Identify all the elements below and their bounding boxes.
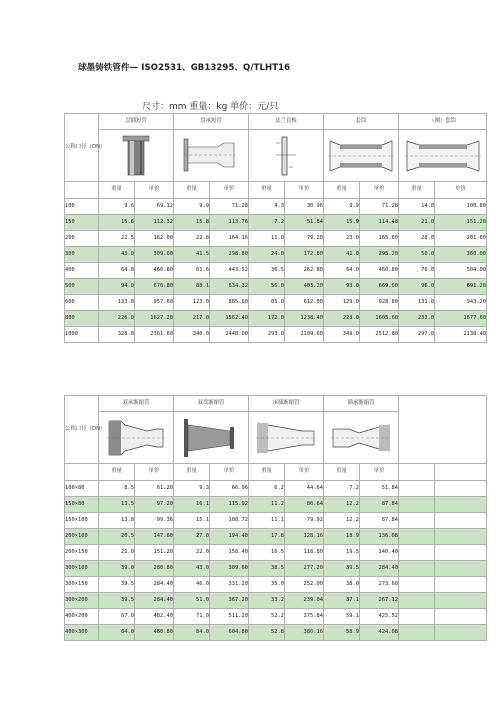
weight-cell: 35.0 [249,577,285,593]
weight-cell: 7.2 [249,215,285,231]
price-cell: 604.80 [210,625,249,641]
weight-cell: 14.0 [399,199,435,215]
table-row [65,561,487,577]
weight-cell: 58.9 [324,625,360,641]
price-cell: 114.48 [360,215,399,231]
weight-cell [399,593,435,609]
weight-cell: 33.2 [249,593,285,609]
dn-cell: 150 [65,215,99,231]
price-cell: 194.40 [210,529,249,545]
weight-cell: 131.0 [399,295,435,311]
price-cell [435,481,487,497]
header-blank [399,396,487,464]
weight-cell: 11.1 [249,513,285,529]
price-cell: 151.20 [435,215,487,231]
price-cell: 267.12 [360,593,399,609]
table-row [65,593,487,609]
price-cell: 1238.40 [285,311,324,327]
price-cell: 669.60 [360,279,399,295]
weight-cell: 123.0 [174,295,210,311]
weight-cell: 52.8 [249,625,285,641]
table-row [65,481,487,497]
price-cell: 51.84 [285,215,324,231]
price-cell: 284.40 [135,593,174,609]
price-cell: 460.80 [360,263,399,279]
sub-header: 单价 [360,182,399,199]
weight-cell: 18.9 [324,529,360,545]
price-cell: 158.40 [210,545,249,561]
price-cell [435,545,487,561]
price-cell: 928.80 [360,295,399,311]
sub-header-blank [65,182,99,199]
sub-header: 单价 [210,182,249,199]
weight-cell: 36.5 [249,263,285,279]
sub-header: 单价 [360,464,399,481]
weight-cell: 96.0 [399,279,435,295]
price-cell [435,497,487,513]
price-cell: 676.80 [135,279,174,295]
price-cell: 115.92 [210,497,249,513]
table-row [65,625,487,641]
table-row [65,497,487,513]
table-row [65,199,487,215]
weight-cell: 293.0 [249,327,285,343]
weight-cell: 16.1 [174,497,210,513]
weight-cell: 15.1 [174,513,210,529]
table-row [65,263,487,279]
price-cell: 79.92 [285,513,324,529]
weight-cell: 43.0 [174,561,210,577]
dn-cell: 300×150 [65,577,99,593]
weight-cell: 64.0 [99,263,135,279]
dn-cell: 600 [65,295,99,311]
weight-cell [399,513,435,529]
weight-cell: 51.0 [174,593,210,609]
weight-cell: 15.8 [174,215,210,231]
dn-cell: 200×150 [65,545,99,561]
price-cell: 309.60 [210,561,249,577]
weight-cell: 71.0 [174,609,210,625]
sub-header: 单价 [435,182,487,199]
dn-cell: 800 [65,311,99,327]
weight-cell: 17.8 [249,529,285,545]
page-subtitle: 尺寸：mm 重量：kg 单价：元/只 [142,102,279,112]
price-cell: 136.08 [360,529,399,545]
price-cell [435,577,487,593]
dn-header-1: 公称口径（DN） [65,114,99,182]
weight-cell: 43.0 [99,247,135,263]
price-cell: 172.80 [285,247,324,263]
price-cell: 201.60 [435,231,487,247]
price-cell: 112.32 [135,215,174,231]
header-socket-spigot-reducer: 承插渐缩管 [249,396,324,412]
dn-cell: 150×80 [65,497,99,513]
double-flange-reducer-icon [174,412,249,464]
dn-cell: 400×200 [65,609,99,625]
dn-cell: 300×200 [65,593,99,609]
weight-cell: 20.5 [99,529,135,545]
price-cell: 71.28 [210,199,249,215]
header-spigot-socket-reducer: 插承渐缩管 [324,396,399,412]
price-cell: 44.64 [285,481,324,497]
weight-cell: 21.0 [99,545,135,561]
price-cell: 108.72 [210,513,249,529]
weight-cell: 11.2 [249,497,285,513]
price-cell: 367.20 [210,593,249,609]
price-cell: 691.20 [435,279,487,295]
table-row [65,247,487,263]
price-cell: 280.80 [135,561,174,577]
dn-cell: 400 [65,263,99,279]
table-row [65,327,487,343]
price-cell [435,609,487,625]
header-rigid-sleeve: （刚）套筒 [399,114,487,130]
price-cell [435,561,487,577]
price-cell: 2448.00 [210,327,249,343]
sub-header-blank [65,464,99,481]
price-cell: 140.40 [360,545,399,561]
weight-cell: 12.2 [324,513,360,529]
sub-header: 单价 [285,464,324,481]
price-cell: 443.52 [210,263,249,279]
weight-cell: 297.0 [399,327,435,343]
price-cell: 273.60 [360,577,399,593]
fittings-table-1 [64,113,487,343]
sub-header: 重量 [249,182,285,199]
price-cell: 424.08 [360,625,399,641]
weight-cell: 41.0 [324,247,360,263]
price-cell: 1562.40 [210,311,249,327]
header-flange-spigot: 盘插短管 [99,114,174,130]
price-cell [435,529,487,545]
price-cell: 380.16 [285,625,324,641]
weight-cell: 88.1 [174,279,210,295]
table-row [65,577,487,593]
price-cell: 957.60 [135,295,174,311]
dn-cell: 300 [65,247,99,263]
weight-cell: 64.0 [99,625,135,641]
weight-cell: 52.2 [249,609,285,625]
price-cell: 460.80 [135,625,174,641]
table-row [65,215,487,231]
price-cell: 30.96 [285,199,324,215]
weight-cell: 11.0 [249,231,285,247]
weight-cell: 70.0 [399,263,435,279]
table-row [65,295,487,311]
header-flange-socket: 盘承短管 [174,114,249,130]
price-cell: 99.36 [135,513,174,529]
price-cell: 403.20 [285,279,324,295]
weight-cell [399,577,435,593]
price-cell: 2512.80 [360,327,399,343]
price-cell: 87.84 [360,513,399,529]
header-double-flange-reducer: 双盘渐缩管 [174,396,249,412]
sub-header: 重量 [324,464,360,481]
weight-cell: 226.0 [99,311,135,327]
weight-cell: 6.2 [249,481,285,497]
weight-cell: 349.0 [324,327,360,343]
weight-cell: 8.5 [99,481,135,497]
weight-cell: 64.0 [324,263,360,279]
sub-header: 单价 [135,464,174,481]
weight-cell [399,561,435,577]
price-cell: 118.80 [285,545,324,561]
page-title: 球墨铸铁管件— ISO2531、GB13295、Q/TLHT16 [78,63,291,73]
weight-cell: 56.0 [249,279,285,295]
weight-cell: 223.0 [324,311,360,327]
table-row [65,231,487,247]
weight-cell: 16.5 [249,545,285,561]
weight-cell: 133.0 [99,295,135,311]
price-cell: 61.20 [135,481,174,497]
sub-header: 单价 [285,182,324,199]
sleeve-coupling-icon [324,130,399,182]
price-cell: 262.80 [285,263,324,279]
price-cell: 511.20 [210,609,249,625]
table-row [65,513,487,529]
header-double-socket-reducer: 双承渐缩管 [99,396,174,412]
weight-cell: 94.0 [99,279,135,295]
price-cell: 284.40 [360,561,399,577]
price-cell: 482.40 [135,609,174,625]
dn-header-2: 公称口径（DN） [65,396,99,464]
price-cell: 151.20 [135,545,174,561]
weight-cell: 39.0 [99,561,135,577]
weight-cell: 9.3 [174,481,210,497]
flange-socket-pipe-icon [174,130,249,182]
weight-cell [399,609,435,625]
table-row [65,529,487,545]
double-socket-reducer-icon [99,412,174,464]
weight-cell: 38.5 [249,561,285,577]
header-sleeve: 套筒 [324,114,399,130]
weight-cell: 233.0 [399,311,435,327]
blind-flange-icon [249,130,324,182]
price-cell: 87.84 [360,497,399,513]
price-cell [435,625,487,641]
weight-cell [399,481,435,497]
weight-cell: 39.5 [324,561,360,577]
weight-cell: 9.9 [174,199,210,215]
price-cell: 162.00 [135,231,174,247]
weight-cell: 24.0 [249,247,285,263]
price-cell: 331.20 [210,577,249,593]
weight-cell: 39.5 [99,593,135,609]
table-row [65,279,487,295]
dn-cell: 200×100 [65,529,99,545]
price-cell: 1605.60 [360,311,399,327]
sub-header [435,464,487,481]
price-cell: 69.12 [135,199,174,215]
price-cell: 298.80 [210,247,249,263]
sub-header: 重量 [399,182,435,199]
weight-cell: 172.0 [249,311,285,327]
weight-cell: 15.9 [324,215,360,231]
table-row [65,545,487,561]
weight-cell: 7.2 [324,481,360,497]
header-blind-flange: 法兰盲板 [249,114,324,130]
price-cell: 634.32 [210,279,249,295]
weight-cell: 19.5 [324,545,360,561]
weight-cell: 13.8 [99,513,135,529]
weight-cell: 46.0 [174,577,210,593]
dn-cell: 200 [65,231,99,247]
weight-cell [399,529,435,545]
weight-cell: 39.5 [99,577,135,593]
weight-cell: 23.0 [324,231,360,247]
fittings-table-2 [64,395,487,641]
weight-cell: 22.5 [99,231,135,247]
price-cell: 71.28 [360,199,399,215]
price-cell: 309.60 [135,247,174,263]
sub-header: 重量 [249,464,285,481]
price-cell: 239.04 [285,593,324,609]
price-cell: 2109.60 [285,327,324,343]
table-row [65,311,487,327]
dn-cell: 150×100 [65,513,99,529]
weight-cell: 28.0 [399,231,435,247]
weight-cell: 340.0 [174,327,210,343]
weight-cell: 27.0 [174,529,210,545]
price-cell: 360.00 [435,247,487,263]
weight-cell: 4.3 [249,199,285,215]
price-cell: 164.16 [210,231,249,247]
weight-cell: 9.9 [324,199,360,215]
weight-cell: 15.6 [99,215,135,231]
weight-cell: 61.6 [174,263,210,279]
sub-header [399,464,435,481]
price-cell: 128.16 [285,529,324,545]
sub-header: 单价 [210,464,249,481]
weight-cell: 12.2 [324,497,360,513]
weight-cell: 38.0 [324,577,360,593]
weight-cell: 84.0 [174,625,210,641]
price-cell: 113.76 [210,215,249,231]
price-cell: 252.00 [285,577,324,593]
price-cell [435,593,487,609]
price-cell: 2361.60 [135,327,174,343]
weight-cell: 22.8 [174,231,210,247]
sub-header: 重量 [174,182,210,199]
rigid-sleeve-coupling-icon [399,130,487,182]
weight-cell: 37.1 [324,593,360,609]
weight-cell: 13.5 [99,497,135,513]
price-cell: 375.84 [285,609,324,625]
weight-cell: 328.0 [99,327,135,343]
price-cell: 885.60 [210,295,249,311]
dn-cell: 300×100 [65,561,99,577]
price-cell: 612.00 [285,295,324,311]
socket-spigot-reducer-icon [249,412,324,464]
weight-cell: 21.0 [399,215,435,231]
price-cell: 943.20 [435,295,487,311]
sub-header: 重量 [99,182,135,199]
price-cell: 100.80 [435,199,487,215]
sub-header: 重量 [324,182,360,199]
dn-cell: 1000 [65,327,99,343]
price-cell: 79.20 [285,231,324,247]
weight-cell: 59.1 [324,609,360,625]
spigot-socket-reducer-icon [324,412,399,464]
price-cell: 51.84 [360,481,399,497]
weight-cell: 93.0 [324,279,360,295]
price-cell: 147.60 [135,529,174,545]
dn-cell: 500 [65,279,99,295]
dn-cell: 100 [65,199,99,215]
weight-cell: 217.0 [174,311,210,327]
sub-header: 重量 [174,464,210,481]
weight-cell: 85.0 [249,295,285,311]
weight-cell: 41.5 [174,247,210,263]
price-cell [435,513,487,529]
weight-cell: 67.0 [99,609,135,625]
price-cell: 460.80 [135,263,174,279]
weight-cell: 9.6 [99,199,135,215]
price-cell: 1677.60 [435,311,487,327]
price-cell: 277.20 [285,561,324,577]
flange-spigot-pipe-icon [99,130,174,182]
table-row [65,609,487,625]
price-cell: 425.52 [360,609,399,625]
weight-cell: 22.0 [174,545,210,561]
price-cell: 97.20 [135,497,174,513]
sub-header: 重量 [99,464,135,481]
price-cell: 165.60 [360,231,399,247]
price-cell: 80.64 [285,497,324,513]
weight-cell [399,497,435,513]
price-cell: 504.00 [435,263,487,279]
dn-cell: 100×80 [65,481,99,497]
price-cell: 2138.40 [435,327,487,343]
weight-cell [399,545,435,561]
weight-cell: 50.0 [399,247,435,263]
sub-header: 单价 [135,182,174,199]
price-cell: 66.96 [210,481,249,497]
weight-cell: 129.0 [324,295,360,311]
price-cell: 1627.20 [135,311,174,327]
dn-cell: 400×300 [65,625,99,641]
weight-cell [399,625,435,641]
price-cell: 284.40 [135,577,174,593]
price-cell: 295.20 [360,247,399,263]
